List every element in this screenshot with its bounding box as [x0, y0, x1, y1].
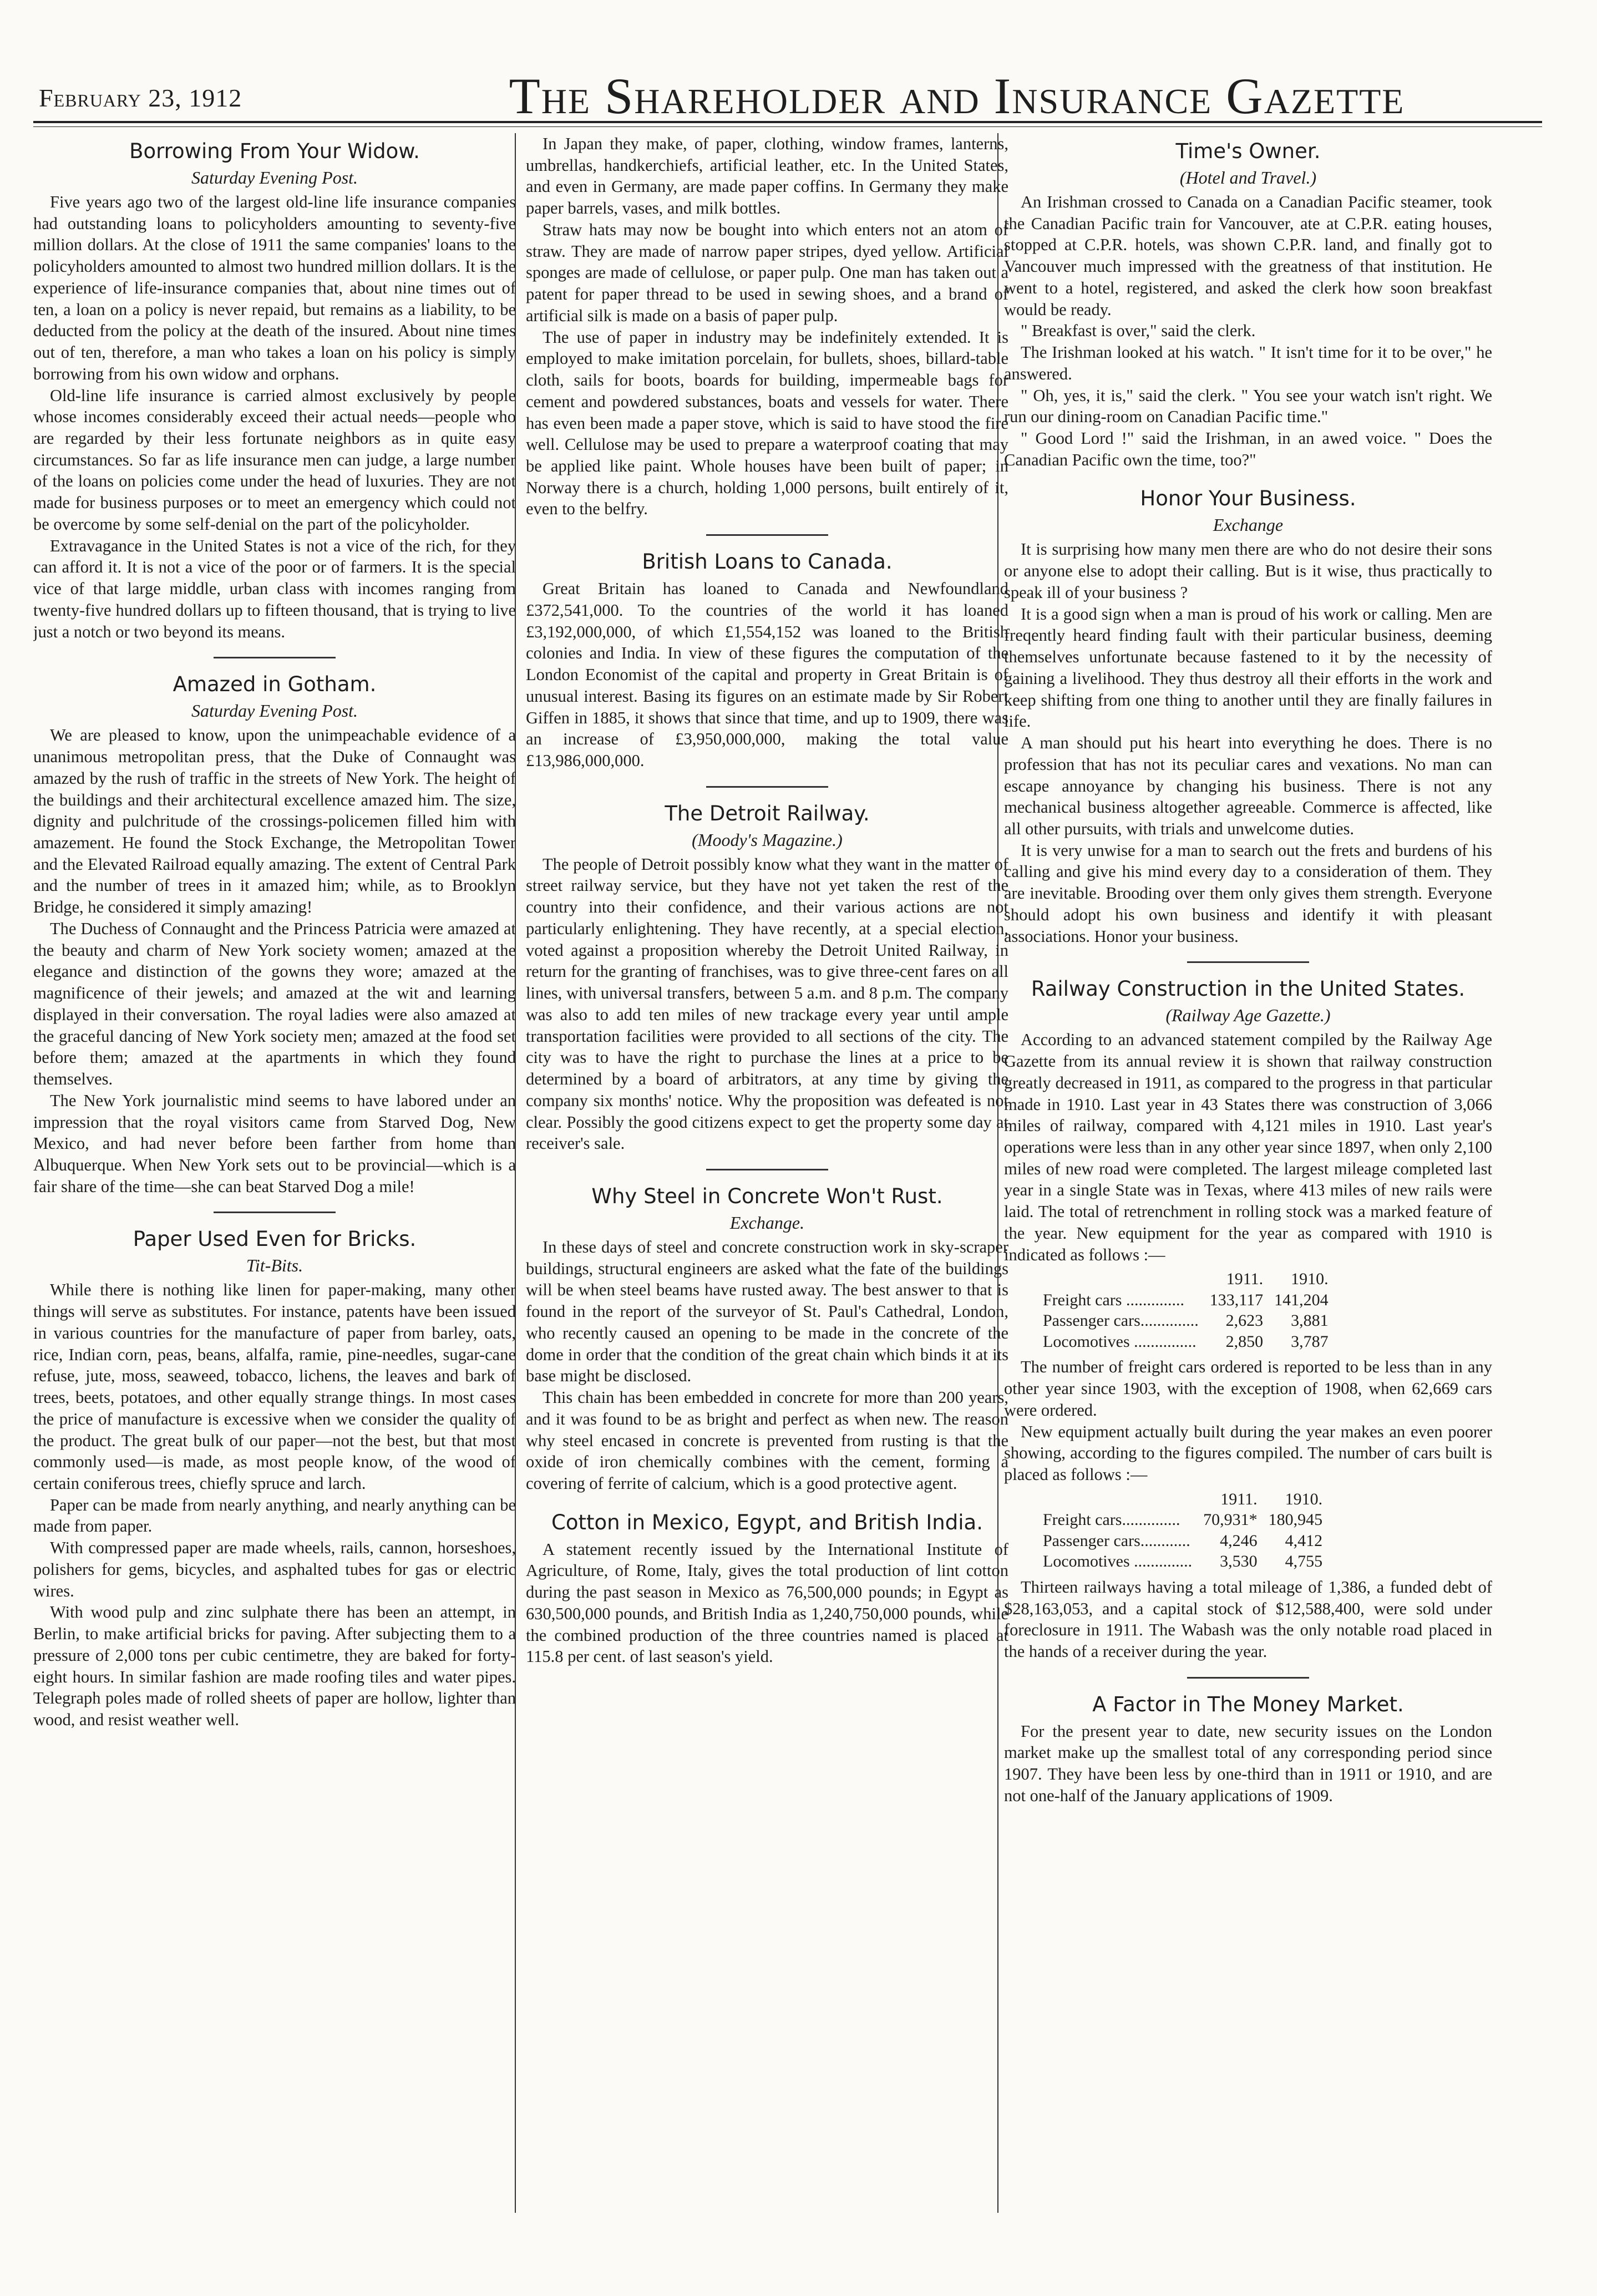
- table-cell: 180,945: [1268, 1511, 1323, 1529]
- article-source: Saturday Evening Post.: [191, 701, 358, 721]
- table-header-cell: 1911.: [1226, 1270, 1264, 1289]
- article-source: (Moody's Magazine.): [692, 829, 843, 850]
- article-headline: The Detroit Railway.: [665, 801, 870, 825]
- paragraph: In Japan they make, of paper, clothing, window frames, lanterns, umbrellas, handkerchiefs, artificial leather, etc. In the United States, and even in Germany, are made paper coffins. In Germany they make paper barrels, vases, and milk bottles.: [526, 134, 1008, 218]
- article-body: [526, 133, 1008, 520]
- paragraph: The Irishman looked at his watch. " It isn't time for it to be over," he answered.: [1004, 343, 1492, 383]
- paragraph: New equipment actually built during the year makes an even poorer showing, according to the figures compiled. The number of cars built is placed as follows :—: [1004, 1422, 1492, 1484]
- article-body: [33, 724, 516, 1197]
- paragraph: With compressed paper are made wheels, rails, cannon, horseshoes, polishers for gems, bicycles, and asphalted tubes for gas or electric wires.: [33, 1538, 516, 1600]
- article-amazed-in-gotham: [33, 671, 516, 1197]
- article-source: Exchange.: [729, 1212, 805, 1233]
- paragraph: We are pleased to know, upon the unimpeachable evidence of a unanimous metropolitan press, that the Duke of Connaught was amazed by the rush of traffic in the streets of New York. The height of the buildings and their architectural excellence amazed him. The size, dignity and pulchritude of the crossings-policemen filled him with amazement. He found the Stock Exchange, the Metropolitan Tower and the Elevated Railroad equally amazing. The extent of Central Park and the number of trees in it amazed him; while, as to Brooklyn Bridge, he considered it simply amazing!: [33, 726, 516, 917]
- paragraph: For the present year to date, new security issues on the London market make up the smallest total of any corresponding period since 1907. They have been less by one-third than in 1911 or 1910, and are not one-half of the January applications of 1909.: [1004, 1721, 1492, 1805]
- article-headline: Amazed in Gotham.: [173, 672, 377, 697]
- table-cell: Locomotives ..............: [1043, 1552, 1193, 1571]
- table-row: [1037, 1290, 1334, 1311]
- table-row: [1037, 1551, 1328, 1572]
- article-railway-construction: [1004, 975, 1492, 1662]
- paragraph: Five years ago two of the largest old-line life insurance companies had outstanding loans to policyholders amounting to seventy-five million dollars. At the close of 1911 the same companies' loans to the policyholders amounted to almost two hundred million dollars. It is the experience of life-insurance companies that, about nine times out of ten, a loan on a policy is never repaid, but remains as a liability, to be deducted from the policy at the death of the insured. About nine times out of ten, therefore, a man who takes a loan on his policy is simply borrowing from his own widow and orphans.: [33, 192, 516, 383]
- article-headline: A Factor in The Money Market.: [1092, 1692, 1404, 1716]
- masthead-rule: [33, 121, 1542, 123]
- paragraph: It is very unwise for a man to search out the frets and burdens of his calling and give his mind every day to a consideration of them. They are inevitable. Brooding over them only gives them strength. Everyone should adopt his own business and identify it with pleasant associations. Honor your business.: [1004, 840, 1492, 946]
- paragraph: It is surprising how many men there are who do not desire their sons or anyone else to adopt their calling. But is it wise, thus practically to speak ill of your business ?: [1004, 540, 1492, 602]
- article-body: [526, 578, 1008, 772]
- paragraph: According to an advanced statement compiled by the Railway Age Gazette from its annual review it is shown that railway construction greatly decreased in 1911, as compared to the progress in that particular made in 1910. Last year in 43 States there was construction of 3,066 miles of railway, compared with 4,121 miles in 1910. Last year's operations were less than in any other year since 1897, when only 2,100 miles of new road were completed. The largest mileage completed last year in a single State was in Texas, where 413 miles of new rails were laid. The total of retrenchment in rolling stock was a marked feature of the year. New equipment for the year as compared with 1910 is indicated as follows :—: [1004, 1030, 1492, 1264]
- masthead: [33, 67, 1553, 128]
- column-1: [33, 133, 516, 2219]
- table-header-row: [1037, 1489, 1328, 1510]
- paragraph: The use of paper in industry may be indefinitely extended. It is employed to make imitation porcelain, for bullets, shoes, billard-table cloth, sails for boots, boards for building, impermeable bags for cement and powdered substances, boats and vessels for water. There has even been made a paper stove, which is said to have stood the fire well. Cellulose may be used to prepare a waterproof coating that may be applied like paint. Whole houses have been built of paper; in Norway there is a church, holding 1,000 persons, built entirely of it, even to the belfry.: [526, 327, 1008, 519]
- article-separator: [706, 534, 828, 536]
- article-money-market: [1004, 1691, 1492, 1807]
- table-header-cell: [1037, 1269, 1204, 1290]
- column-3: [1004, 133, 1492, 2219]
- article-separator: [706, 1169, 828, 1170]
- table-cell: 3,787: [1291, 1332, 1329, 1351]
- publication-title: The Shareholder and Insurance Gazette: [509, 68, 1405, 124]
- table-row: [1037, 1331, 1334, 1352]
- paragraph: A statement recently issued by the International Institute of Agriculture, of Rome, Italy, gives the total production of lint cotton during the past season in Mexico as 76,500,000 pounds; in Egypt as 630,500,000 pounds, and British India as 1,240,750,000 pounds, while the combined production of the three countries named is placed at 115.8 per cent. of last season's yield.: [526, 1539, 1008, 1666]
- article-body: [1004, 1029, 1492, 1662]
- paragraph: It is a good sign when a man is proud of his work or calling. Men are freqently heard finding fault with their particular business, deeming themselves unfortunate because fastened to it by the necessity of gaining a livelihood. They thus destroy all their efforts in the work and keep shifting from one thing to another until they are finally failures in life.: [1004, 604, 1492, 731]
- table-cell: Freight cars..............: [1043, 1511, 1180, 1529]
- paragraph: Thirteen railways having a total mileage of 1,386, a funded debt of $28,163,053, and a capital stock of $12,588,400, were sold under foreclosure in 1911. The Wabash was the only notable road placed in the hands of a receiver during the year.: [1004, 1577, 1492, 1661]
- article-body: [1004, 539, 1492, 947]
- table-header-cell: 1911.: [1220, 1489, 1258, 1508]
- article-body: [526, 1539, 1008, 1667]
- paragraph: Paper can be made from nearly anything, and nearly anything can be made from paper.: [33, 1495, 516, 1536]
- table-row: [1037, 1509, 1328, 1530]
- masthead-rule-thin: [33, 126, 1542, 127]
- table-cell: 3,881: [1291, 1311, 1329, 1330]
- paragraph: This chain has been embedded in concrete for more than 200 years, and it was found to be as bright and perfect as when new. The reason why steel encased in concrete is prevented from rusting is that the oxide of iron chemically combines with the cement, forming a covering of ferrite of calcium, which is a good protective agent.: [526, 1388, 1008, 1493]
- article-headline: Borrowing From Your Widow.: [129, 139, 420, 163]
- article-separator: [1187, 961, 1309, 963]
- article-headline: Cotton in Mexico, Egypt, and British India.: [551, 1510, 983, 1534]
- article-times-owner: [1004, 138, 1492, 470]
- paragraph: " Breakfast is over," said the clerk.: [1021, 321, 1256, 341]
- paragraph: The number of freight cars ordered is reported to be less than in any other year since 1903, with the exception of 1908, when 62,669 cars were ordered.: [1004, 1357, 1492, 1420]
- issue-date: February 23, 1912: [39, 84, 242, 112]
- column-2: [526, 133, 1008, 2219]
- article-body: [526, 1236, 1008, 1494]
- table-header-cell: [1037, 1489, 1198, 1510]
- paragraph: " Oh, yes, it is," said the clerk. " You see your watch isn't right. We run our dining-room on Canadian Pacific time.": [1004, 386, 1492, 427]
- article-detroit-railway: [526, 800, 1008, 1154]
- article-headline: Why Steel in Concrete Won't Rust.: [591, 1184, 943, 1208]
- article-body: [33, 1279, 516, 1730]
- table-cell: 4,412: [1285, 1531, 1323, 1550]
- article-body: [1004, 1721, 1492, 1807]
- paragraph: While there is nothing like linen for paper-making, many other things will serve as substitutes. For instance, patents have been issued in various countries for the manufacture of paper from barley, oats, rice, Indian corn, peas, beans, alfalfa, ramie, pine-needles, sugar-cane refuse, jute, moss, seaweed, tobacco, lichens, the leaves and bark of trees, beets, potatoes, and other equally strange things. In most cases the price of manufacture is excessive when we consider the quality of the product. The great bulk of our paper—not the best, but that most commonly used—is made, as most people know, of the wood of certain coniferous trees, chiefly spruce and larch.: [33, 1280, 516, 1493]
- article-honor-business: [1004, 485, 1492, 947]
- table-cell: 4,755: [1285, 1552, 1323, 1571]
- article-source: Tit-Bits.: [246, 1255, 303, 1276]
- table-cell: 2,623: [1225, 1311, 1264, 1330]
- article-separator: [1187, 1677, 1309, 1679]
- table-header-row: [1037, 1269, 1334, 1290]
- paragraph: An Irishman crossed to Canada on a Canadian Pacific steamer, took the Canadian Pacific train for Vancouver, ate at C.P.R. eating houses, stopped at C.P.R. hotels, was shown C.P.R. land, and finally got to Vancouver much impressed with the greatness of that institution. He went to a hotel, registered, and asked the clerk how soon breakfast would be ready.: [1004, 192, 1492, 319]
- article-separator: [214, 1212, 336, 1213]
- article-borrowing-from-widow: [33, 138, 516, 642]
- table-cell: 133,117: [1209, 1290, 1264, 1309]
- table-header-cell: 1910.: [1291, 1270, 1329, 1289]
- article-headline: British Loans to Canada.: [642, 550, 893, 574]
- paragraph: A man should put his heart into everything he does. There is no profession that has not its peculiar cares and vexations. No man can escape annoyance by changing his business. There is not any mechanical business altogether agreeable. Commerce is affected, like all other pursuits, with trials and unwelcome duties.: [1004, 733, 1492, 838]
- article-british-loans: [526, 548, 1008, 772]
- article-cotton: [526, 1509, 1008, 1667]
- paragraph: Great Britain has loaned to Canada and Newfoundland £372,541,000. To the countries of the world it has loaned £3,192,000,000, of which £1,554,152 was loaned to the British colonies and India. In view of these figures the computation of the London Economist of the capital and property in Great Britain is of unusual interest. Basing its figures on an estimate made by Sir Robert Giffen in 1885, it shows that since that time, and up to 1909, there was an increase of £3,950,000,000, making the total value £13,986,000,000.: [526, 579, 1008, 771]
- article-body: [1004, 191, 1492, 471]
- table-cell: Passenger cars............: [1043, 1531, 1190, 1550]
- article-paper-bricks: [33, 1225, 516, 1730]
- paragraph: The Duchess of Connaught and the Princess Patricia were amazed at the beauty and charm of New York society women; amazed at the elegance and distinction of the gowns they wore; amazed at the magnificence of their jewels; and amazed at the wit and learning displayed in their conversation. The royal ladies were also amazed at the graceful dancing of New York society men; amazed at the food set before them; amazed at the apartments in which they found themselves.: [33, 919, 516, 1089]
- article-steel-concrete: [526, 1183, 1008, 1494]
- table-cell: Passenger cars..............: [1043, 1311, 1199, 1330]
- table-cell: 141,204: [1274, 1290, 1329, 1309]
- article-source: (Railway Age Gazette.): [1165, 1005, 1331, 1026]
- article-separator: [706, 786, 828, 788]
- paragraph: Straw hats may now be bought into which enters not an atom of straw. They are made of narrow paper stripes, dyed yellow. Artificial sponges are made of cellulose, or paper pulp. One man has taken out a patent for paper thread to be used in sewing shoes, and a brand of artificial silk is made on a basis of paper pulp.: [526, 220, 1008, 325]
- paragraph: The people of Detroit possibly know what they want in the matter of street railway service, but they have not yet taken the rest of the country into their confidence, and their various actions are not particularly enlightening. They have recently, at a special election, voted against a proposition whereby the Detroit United Railway, in return for the granting of franchises, was to give three-cent fares on all lines, with universal transfers, between 5 a.m. and 8 p.m. The company was also to add ten miles of new trackage every year until ample transportation facilities were provided to all sections of the city. The city was to have the right to purchase the lines at a price to be determined by a board of arbitrators, at any time by giving the company six months' notice. Why the proposition was defeated is not clear. Possibly the good citizens expect to get the property some day at receiver's sale.: [526, 854, 1008, 1153]
- paragraph: With wood pulp and zinc sulphate there has been an attempt, in Berlin, to make artificial bricks for paving. After subjecting them to a pressure of 2,000 tons per cubic centimetre, they are baked for forty-eight hours. In similar fashion are made roofing tiles and water pipes. Telegraph poles made of rolled sheets of paper are hollow, lighter than wood, and resist weather well.: [33, 1603, 516, 1730]
- table-cell: 4,246: [1220, 1531, 1258, 1550]
- table-cell: 70,931*: [1203, 1511, 1258, 1529]
- article-source: Exchange: [1213, 515, 1284, 535]
- table-cell: 2,850: [1225, 1332, 1264, 1351]
- article-headline: Honor Your Business.: [1140, 486, 1356, 511]
- paragraph: Extravagance in the United States is not a vice of the rich, for they can afford it. It is not a vice of the poor or of farmers. It is the special vice of that large middle, urban class with incomes ranging from twenty-five hundred dollars up to fifteen thousand, that is trying to live just a notch or two beyond its means.: [33, 536, 516, 641]
- table-cell: Locomotives ...............: [1043, 1332, 1197, 1351]
- table-cell: Freight cars ..............: [1043, 1290, 1184, 1309]
- table-cell: 3,530: [1220, 1552, 1258, 1571]
- article-headline: Time's Owner.: [1175, 139, 1321, 163]
- article-body: [526, 854, 1008, 1154]
- article-headline: Railway Construction in the United States.: [1031, 977, 1466, 1001]
- built-cars-table: [1037, 1489, 1328, 1572]
- article-source: Saturday Evening Post.: [191, 167, 358, 187]
- article-separator: [214, 657, 336, 658]
- paragraph: " Good Lord !" said the Irishman, in an awed voice. " Does the Canadian Pacific own the time, too?": [1004, 429, 1492, 469]
- article-headline: Paper Used Even for Bricks.: [133, 1227, 417, 1251]
- article-body: [33, 191, 516, 642]
- equipment-table: [1037, 1269, 1334, 1352]
- table-row: [1037, 1530, 1328, 1552]
- table-row: [1037, 1310, 1334, 1331]
- article-paper-continued: [526, 133, 1008, 520]
- paragraph: Old-line life insurance is carried almost exclusively by people whose incomes considerably exceed their actual needs—people who are regarded by their less fortunate neighbors as in quite easy circumstances. So far as life insurance men can judge, a large number of the loans on policies come under the head of luxuries. They are not made for business purposes or to meet an emergency which could not be overcome by some self-denial on the part of the policyholder.: [33, 386, 516, 534]
- article-source: (Hotel and Travel.): [1179, 167, 1317, 187]
- paragraph: In these days of steel and concrete construction work in sky-scraper buildings, structural engineers are asked what the fate of the buildings will be when steel beams have rusted away. The best answer to that is found in the report of the surveyor of St. Paul's Cathedral, London, who recently caused an opening to be made in the concrete of the dome in order that the condition of the great chain which binds it at its base might be disclosed.: [526, 1237, 1008, 1386]
- table-header-cell: 1910.: [1285, 1489, 1323, 1508]
- paragraph: The New York journalistic mind seems to have labored under an impression that the royal visitors came from Starved Dog, New Mexico, and had never before been farther from home than Albuquerque. When New York sets out to be provincial—which is a fair share of the time—she can beat Starved Dog a mile!: [33, 1091, 516, 1196]
